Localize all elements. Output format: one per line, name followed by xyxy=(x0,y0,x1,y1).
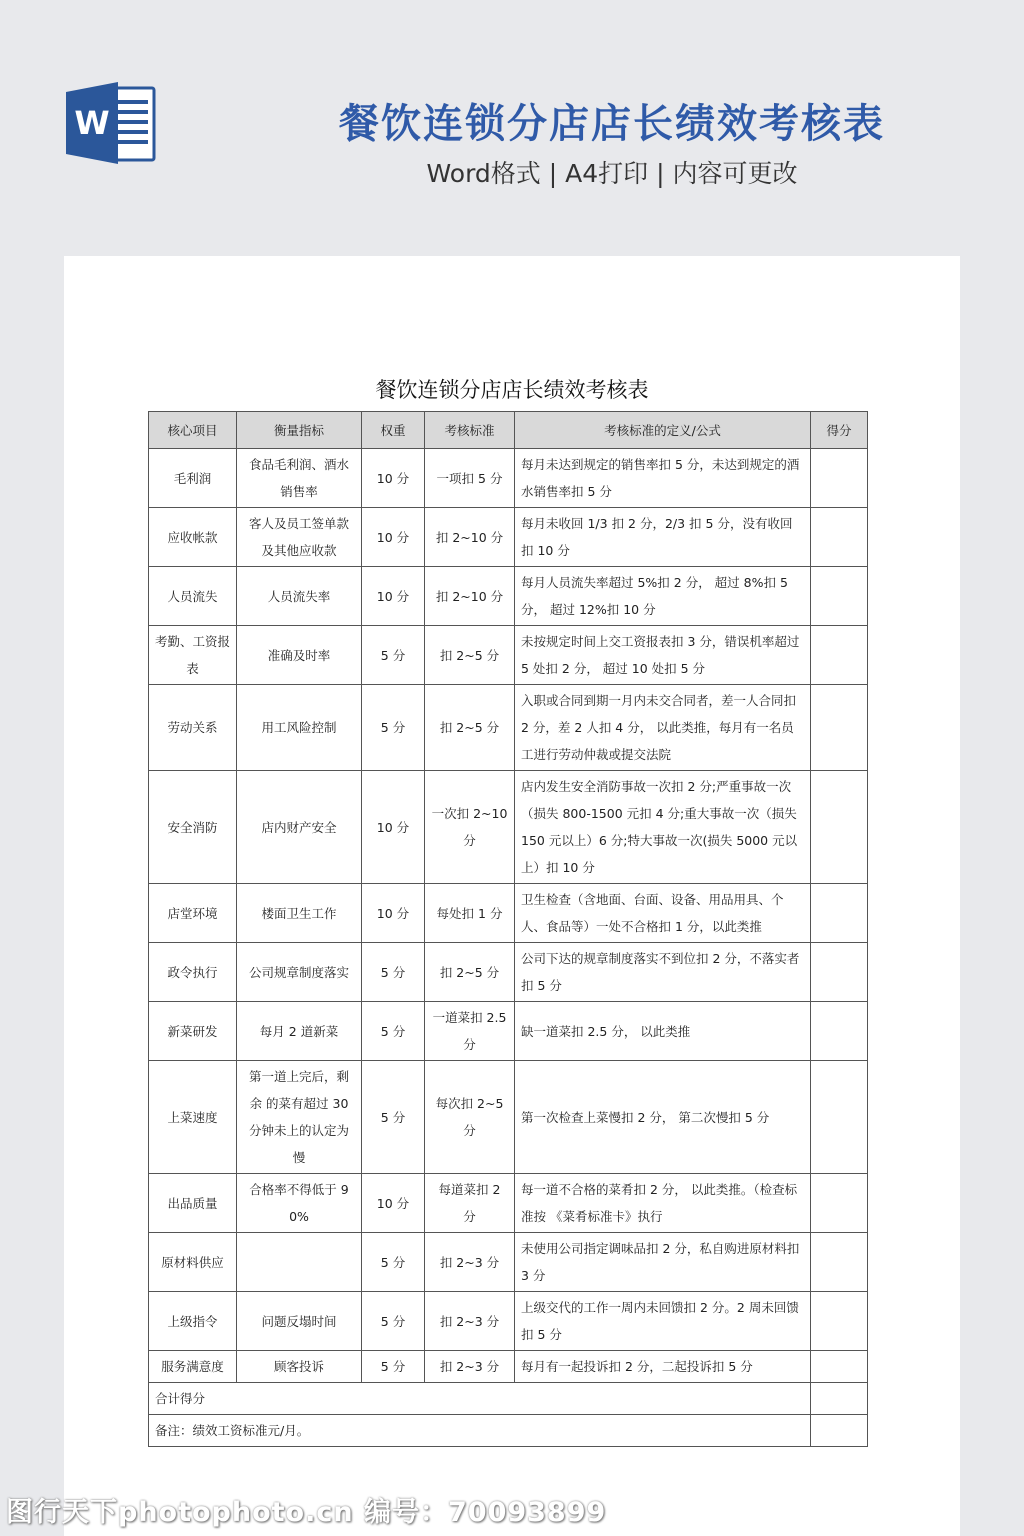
score-cell xyxy=(811,771,868,884)
note-text: 备注：绩效工资标准元/月。 xyxy=(149,1415,811,1447)
metric-cell: 准确及时率 xyxy=(237,626,362,685)
standard-cell: 每次扣 2~5 分 xyxy=(425,1061,515,1174)
standard-cell: 扣 2~5 分 xyxy=(425,626,515,685)
table-row xyxy=(149,508,868,567)
total-row xyxy=(149,1383,868,1415)
standard-cell: 每道菜扣 2 分 xyxy=(425,1174,515,1233)
watermark: 图行天下photophoto.cn 编号：70093899 xyxy=(6,1497,607,1528)
table-row xyxy=(149,943,868,1002)
metric-cell: 食品毛利润、酒水销售率 xyxy=(237,449,362,508)
standard-cell: 扣 2~10 分 xyxy=(425,508,515,567)
score-cell xyxy=(811,449,868,508)
standard-cell: 一道菜扣 2.5 分 xyxy=(425,1002,515,1061)
standard-cell: 扣 2~3 分 xyxy=(425,1351,515,1383)
core-item-cell: 毛利润 xyxy=(149,449,237,508)
weight-cell: 10 分 xyxy=(362,567,425,626)
note-row xyxy=(149,1415,868,1447)
weight-cell: 5 分 xyxy=(362,943,425,1002)
definition-cell: 每月未达到规定的销售率扣 5 分，未达到规定的酒水销售率扣 5 分 xyxy=(515,449,811,508)
core-item-cell: 新菜研发 xyxy=(149,1002,237,1061)
definition-cell: 第一次检查上菜慢扣 2 分， 第二次慢扣 5 分 xyxy=(515,1061,811,1174)
score-cell xyxy=(811,1174,868,1233)
weight-cell: 5 分 xyxy=(362,1292,425,1351)
table-row xyxy=(149,449,868,508)
weight-cell: 5 分 xyxy=(362,1002,425,1061)
weight-cell: 10 分 xyxy=(362,449,425,508)
score-cell xyxy=(811,1351,868,1383)
definition-cell: 未使用公司指定调味品扣 2 分，私自购进原材料扣 3 分 xyxy=(515,1233,811,1292)
score-cell xyxy=(811,884,868,943)
column-header: 衡量指标 xyxy=(237,412,362,449)
definition-cell: 入职或合同到期一月内未交合同者，差一人合同扣 2 分，差 2 人扣 4 分， 以此类推，每月有一名员工进行劳动仲裁或提交法院 xyxy=(515,685,811,771)
metric-cell: 顾客投诉 xyxy=(237,1351,362,1383)
total-score-cell xyxy=(811,1383,868,1415)
definition-cell: 上级交代的工作一周内未回馈扣 2 分。2 周未回馈扣 5 分 xyxy=(515,1292,811,1351)
score-cell xyxy=(811,943,868,1002)
score-cell xyxy=(811,508,868,567)
score-cell xyxy=(811,567,868,626)
core-item-cell: 上菜速度 xyxy=(149,1061,237,1174)
metric-cell: 楼面卫生工作 xyxy=(237,884,362,943)
definition-cell: 缺一道菜扣 2.5 分， 以此类推 xyxy=(515,1002,811,1061)
metric-cell: 人员流失率 xyxy=(237,567,362,626)
kpi-table xyxy=(148,411,868,1447)
score-cell xyxy=(811,1292,868,1351)
core-item-cell: 出品质量 xyxy=(149,1174,237,1233)
weight-cell: 10 分 xyxy=(362,1174,425,1233)
column-header: 得分 xyxy=(811,412,868,449)
table-row xyxy=(149,771,868,884)
definition-cell: 未按规定时间上交工资报表扣 3 分，错误机率超过 5 处扣 2 分， 超过 10 处扣 5 分 xyxy=(515,626,811,685)
table-row xyxy=(149,1002,868,1061)
definition-cell: 卫生检查（含地面、台面、设备、用品用具、个人、食品等）一处不合格扣 1 分，以此类推 xyxy=(515,884,811,943)
metric-cell: 用工风险控制 xyxy=(237,685,362,771)
column-header: 核心项目 xyxy=(149,412,237,449)
metric-cell: 店内财产安全 xyxy=(237,771,362,884)
standard-cell: 扣 2~5 分 xyxy=(425,685,515,771)
core-item-cell: 考勤、工资报表 xyxy=(149,626,237,685)
score-cell xyxy=(811,685,868,771)
core-item-cell: 安全消防 xyxy=(149,771,237,884)
metric-cell xyxy=(237,1233,362,1292)
total-label: 合计得分 xyxy=(149,1383,811,1415)
standard-cell: 一项扣 5 分 xyxy=(425,449,515,508)
core-item-cell: 人员流失 xyxy=(149,567,237,626)
weight-cell: 5 分 xyxy=(362,685,425,771)
definition-cell: 每月未收回 1/3 扣 2 分，2/3 扣 5 分，没有收回扣 10 分 xyxy=(515,508,811,567)
core-item-cell: 店堂环境 xyxy=(149,884,237,943)
standard-cell: 扣 2~3 分 xyxy=(425,1233,515,1292)
metric-cell: 第一道上完后，剩余 的菜有超过 30 分钟未上的认定为慢 xyxy=(237,1061,362,1174)
document-title: 餐饮连锁分店店长绩效考核表 xyxy=(375,378,649,402)
definition-cell: 每月人员流失率超过 5%扣 2 分， 超过 8%扣 5 分， 超过 12%扣 10 分 xyxy=(515,567,811,626)
standard-cell: 一次扣 2~10 分 xyxy=(425,771,515,884)
definition-cell: 每月有一起投诉扣 2 分，二起投诉扣 5 分 xyxy=(515,1351,811,1383)
column-header: 考核标准 xyxy=(425,412,515,449)
core-item-cell: 政令执行 xyxy=(149,943,237,1002)
column-header: 权重 xyxy=(362,412,425,449)
core-item-cell: 劳动关系 xyxy=(149,685,237,771)
weight-cell: 10 分 xyxy=(362,771,425,884)
table-row xyxy=(149,1292,868,1351)
weight-cell: 10 分 xyxy=(362,508,425,567)
table-row xyxy=(149,1061,868,1174)
core-item-cell: 应收帐款 xyxy=(149,508,237,567)
table-row xyxy=(149,1351,868,1383)
page-subtitle: Word格式 | A4打印 | 内容可更改 xyxy=(426,159,798,188)
score-cell xyxy=(811,1233,868,1292)
core-item-cell: 原材料供应 xyxy=(149,1233,237,1292)
score-cell xyxy=(811,626,868,685)
core-item-cell: 服务满意度 xyxy=(149,1351,237,1383)
definition-cell: 每一道不合格的菜肴扣 2 分， 以此类推。（检查标准按 《菜肴标准卡》执行 xyxy=(515,1174,811,1233)
core-item-cell: 上级指令 xyxy=(149,1292,237,1351)
standard-cell: 扣 2~10 分 xyxy=(425,567,515,626)
word-icon-letter: W xyxy=(74,104,110,142)
page-title: 餐饮连锁分店店长绩效考核表 xyxy=(339,101,885,147)
weight-cell: 5 分 xyxy=(362,626,425,685)
metric-cell: 客人及员工签单款及其他应收款 xyxy=(237,508,362,567)
document-page xyxy=(64,256,960,1536)
standard-cell: 每处扣 1 分 xyxy=(425,884,515,943)
weight-cell: 5 分 xyxy=(362,1351,425,1383)
standard-cell: 扣 2~5 分 xyxy=(425,943,515,1002)
definition-cell: 店内发生安全消防事故一次扣 2 分;严重事故一次（损失 800-1500 元扣 4 分;重大事故一次（损失 150 元以上）6 分;特大事故一次(损失 5000 元以上）扣 10 分 xyxy=(515,771,811,884)
metric-cell: 公司规章制度落实 xyxy=(237,943,362,1002)
table-row xyxy=(149,1233,868,1292)
table-row xyxy=(149,1174,868,1233)
standard-cell: 扣 2~3 分 xyxy=(425,1292,515,1351)
header xyxy=(0,0,1024,256)
weight-cell: 10 分 xyxy=(362,884,425,943)
weight-cell: 5 分 xyxy=(362,1233,425,1292)
metric-cell: 合格率不得低于 90% xyxy=(237,1174,362,1233)
word-icon xyxy=(66,82,156,164)
weight-cell: 5 分 xyxy=(362,1061,425,1174)
table-row xyxy=(149,626,868,685)
table-row xyxy=(149,884,868,943)
score-cell xyxy=(811,1061,868,1174)
metric-cell: 每月 2 道新菜 xyxy=(237,1002,362,1061)
table-row xyxy=(149,685,868,771)
table-header-row xyxy=(149,412,868,449)
metric-cell: 问题反塌时间 xyxy=(237,1292,362,1351)
table-row xyxy=(149,567,868,626)
score-cell xyxy=(811,1002,868,1061)
definition-cell: 公司下达的规章制度落实不到位扣 2 分，不落实者扣 5 分 xyxy=(515,943,811,1002)
column-header: 考核标准的定义/公式 xyxy=(515,412,811,449)
note-empty-cell xyxy=(811,1415,868,1447)
